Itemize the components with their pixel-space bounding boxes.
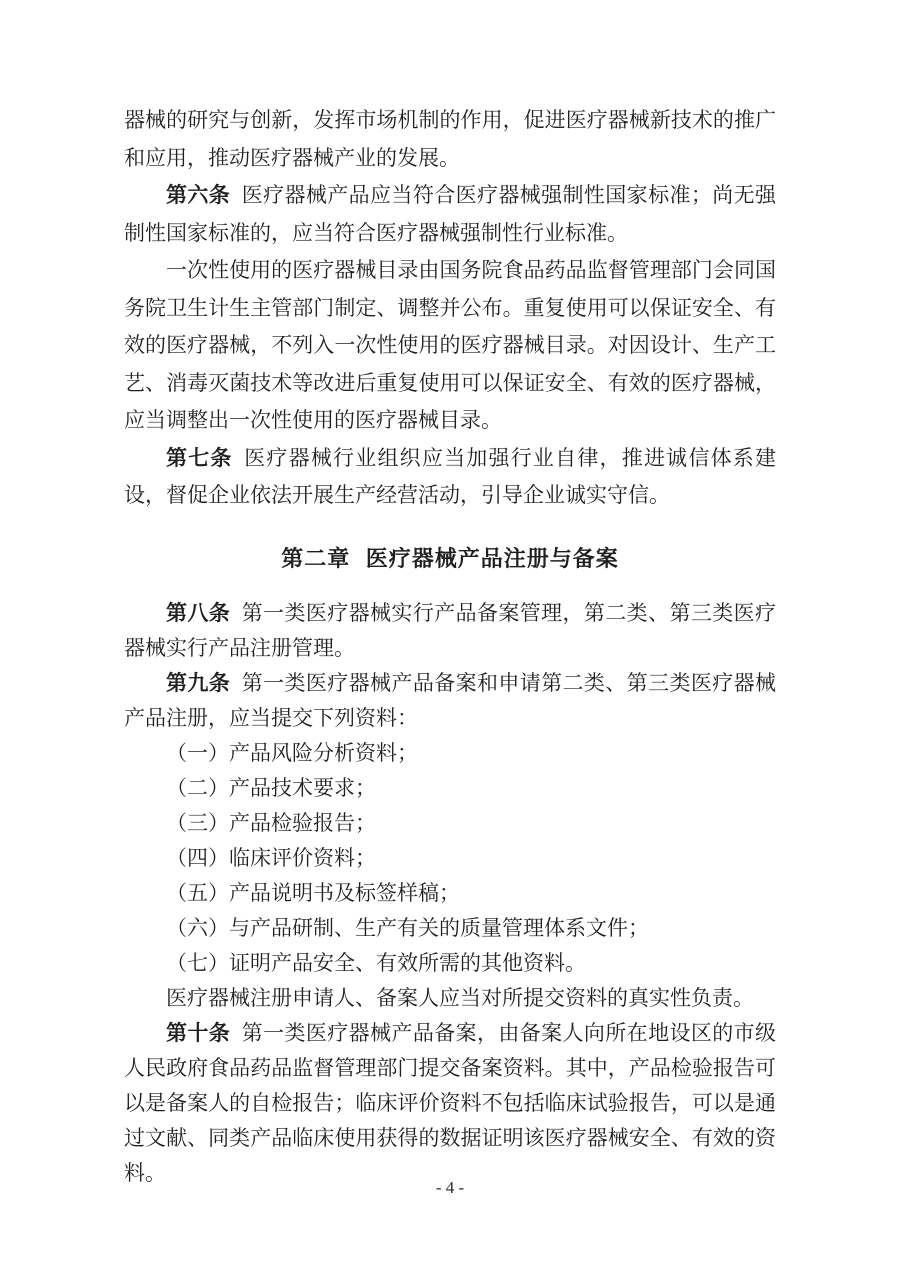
article-7-number: 第七条 — [166, 445, 233, 470]
article-10 — [124, 1016, 776, 1191]
article-8-number: 第八条 — [166, 600, 231, 625]
article-10-number: 第十条 — [166, 1020, 231, 1045]
list-item-4: （四）临床评价资料； — [166, 845, 376, 870]
article-6-text: 医疗器械产品应当符合医疗器械强制性国家标准；尚无强制性国家标准的，应当符合医疗器械强制性行业标准。 — [124, 183, 777, 245]
article-8 — [124, 596, 776, 666]
chapter-title: 医疗器械产品注册与备案 — [365, 545, 619, 571]
list-item-5: （五）产品说明书及标签样稿； — [166, 880, 460, 905]
list-item-6: （六）与产品研制、生产有关的质量管理体系文件； — [166, 915, 649, 940]
article-6 — [124, 177, 776, 252]
chapter-number: 第二章 — [281, 545, 351, 571]
article-9-number: 第九条 — [166, 670, 231, 695]
article-7-text: 医疗器械行业组织应当加强行业自律，推进诚信体系建设，督促企业依法开展生产经营活动，引导企业诚实守信。 — [124, 445, 777, 507]
article-8-text: 第一类医疗器械实行产品备案管理，第二类、第三类医疗器械实行产品注册管理。 — [124, 600, 777, 660]
paragraph-single-use-catalog: 一次性使用的医疗器械目录由国务院食品药品监督管理部门会同国务院卫生计生主管部门制定、调整并公布。重复使用可以保证安全、有效的医疗器械，不列入一次性使用的医疗器械目录。对因设计、生产工艺、消毒灭菌技术等改进后重复使用可以保证安全、有效的医疗器械，应当调整出一次性使用的医疗器械目录。 — [124, 258, 776, 432]
list-item-7: （七）证明产品安全、有效所需的其他资料。 — [166, 950, 586, 975]
article-9-text: 第一类医疗器械产品备案和申请第二类、第三类医疗器械产品注册，应当提交下列资料： — [124, 670, 777, 730]
paragraph-authenticity: 医疗器械注册申请人、备案人应当对所提交资料的真实性负责。 — [166, 985, 754, 1010]
chapter-2-heading — [124, 540, 776, 578]
article-7 — [124, 440, 776, 515]
article-6-number: 第六条 — [166, 183, 231, 207]
list-item-2: （二）产品技术要求； — [166, 775, 376, 800]
list-item-3: （三）产品检验报告； — [166, 810, 376, 835]
article-9 — [124, 666, 776, 736]
paragraph-continuation: 器械的研究与创新，发挥市场机制的作用，促进医疗器械新技术的推广和应用，推动医疗器械产业的发展。 — [124, 108, 776, 170]
article-10-text: 第一类医疗器械产品备案，由备案人向所在地设区的市级人民政府食品药品监督管理部门提交备案资料。其中，产品检验报告可以是备案人的自检报告；临床评价资料不包括临床试验报告，可以是通过文献、同类产品临床使用获得的数据证明该医疗器械安全、有效的资料。 — [124, 1020, 777, 1185]
page-number: - 4 - — [435, 1178, 465, 1197]
list-item-1: （一）产品风险分析资料； — [166, 740, 418, 765]
